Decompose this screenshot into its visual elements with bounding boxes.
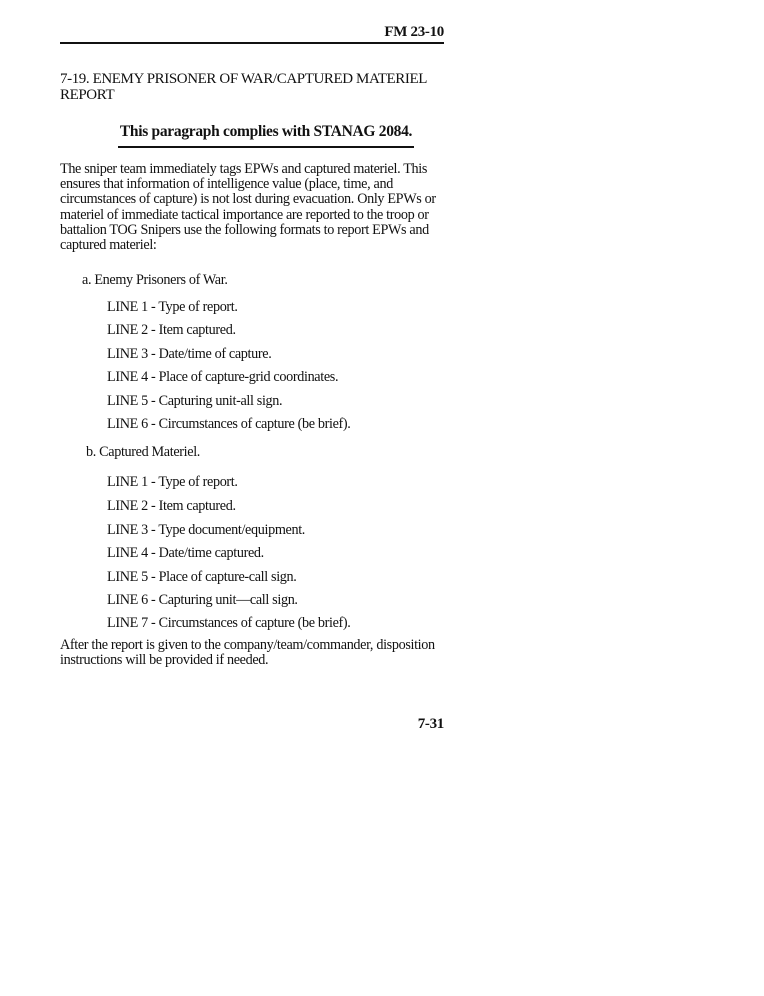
list-a-item: LINE 2 - Item captured.: [107, 322, 236, 338]
closing-paragraph: After the report is given to the company/team/commander, disposition instructions will be provided if needed.: [60, 637, 435, 669]
list-b-item: LINE 3 - Type document/equipment.: [107, 522, 305, 538]
list-b-item: LINE 7 - Circumstances of capture (be brief).: [107, 615, 351, 631]
stanag-note: This paragraph complies with STANAG 2084.: [118, 120, 414, 148]
section-title: 7-19. ENEMY PRISONER OF WAR/CAPTURED MATERIEL REPORT: [60, 71, 427, 103]
list-b-item: LINE 5 - Place of capture-call sign.: [107, 569, 297, 585]
list-a-heading: a. Enemy Prisoners of War.: [82, 272, 228, 288]
list-b-item: LINE 6 - Capturing unit—call sign.: [107, 592, 298, 608]
list-b-item: LINE 1 - Type of report.: [107, 474, 238, 490]
list-a-item: LINE 1 - Type of report.: [107, 299, 238, 315]
list-b-item: LINE 4 - Date/time captured.: [107, 545, 264, 561]
list-b-heading: b. Captured Materiel.: [86, 444, 200, 460]
intro-paragraph: The sniper team immediately tags EPWs and captured materiel. This ensures that information of intelligence value (place, time, and circumstances of capture) is not lost during evacuation. Only EPWs or materiel of immediate tactical importance are reported to the troop or battalion TOG Snipers use the following formats to report EPWs and captured materiel:: [60, 161, 436, 254]
list-a-item: LINE 3 - Date/time of capture.: [107, 346, 272, 362]
document-id: FM 23-10: [384, 24, 444, 40]
list-a-item: LINE 4 - Place of capture-grid coordinates.: [107, 369, 339, 385]
page-number: 7-31: [417, 716, 444, 732]
list-a-item: LINE 5 - Capturing unit-all sign.: [107, 393, 283, 409]
header-rule: [60, 42, 444, 44]
list-a-item: LINE 6 - Circumstances of capture (be brief).: [107, 416, 351, 432]
list-b-item: LINE 2 - Item captured.: [107, 498, 236, 514]
